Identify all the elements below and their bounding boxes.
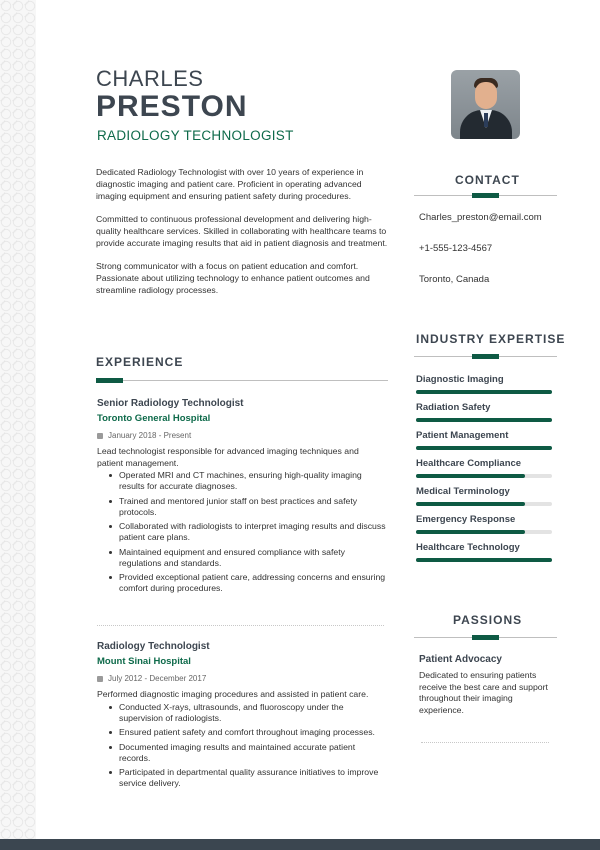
first-name: CHARLES xyxy=(96,66,204,91)
job-dates xyxy=(97,431,387,440)
list-item: Collaborated with radiologists to interpret imaging results and discuss patient care plans. xyxy=(97,521,387,543)
profile-photo xyxy=(451,70,520,139)
job-company: Mount Sinai Hospital xyxy=(97,656,191,667)
contact-location: Toronto, Canada xyxy=(419,274,490,285)
experience-heading: EXPERIENCE xyxy=(96,355,184,369)
job-role: Senior Radiology Technologist xyxy=(97,398,244,409)
passion-separator xyxy=(421,742,549,743)
skill-level-bar xyxy=(416,390,552,394)
list-item: Trained and mentored junior staff on best practices and safety protocols. xyxy=(97,496,387,518)
skill-level-fill xyxy=(416,530,525,534)
list-item: Conducted X-rays, ultrasounds, and fluoroscopy under the supervision of radiologists. xyxy=(97,702,387,724)
list-item: Ensured patient safety and comfort throughout imaging processes. xyxy=(97,727,387,738)
skill-level-fill xyxy=(416,390,552,394)
list-item: Operated MRI and CT machines, ensuring high-quality imaging results for accurate diagnoses. xyxy=(97,470,387,492)
list-item: Provided exceptional patient care, addressing concerns and ensuring comfort during procedures. xyxy=(97,572,387,594)
skill-item xyxy=(416,514,552,534)
skill-item xyxy=(416,374,552,394)
job-entry xyxy=(97,641,387,793)
skill-item xyxy=(416,430,552,450)
experience-divider-accent xyxy=(96,378,123,383)
skill-item xyxy=(416,486,552,506)
last-name: PRESTON xyxy=(96,90,248,123)
contact-heading: CONTACT xyxy=(455,173,520,187)
job-role: Radiology Technologist xyxy=(97,641,210,652)
job-entry xyxy=(97,398,387,598)
passion-description: Dedicated to ensuring patients receive the best care and support throughout their imaging experience. xyxy=(419,670,548,715)
skill-name: Healthcare Compliance xyxy=(416,458,522,469)
contact-phone[interactable]: +1-555-123-4567 xyxy=(419,243,493,254)
job-title: RADIOLOGY TECHNOLOGIST xyxy=(97,128,294,143)
passions-divider-accent xyxy=(472,635,499,640)
skill-name: Radiation Safety xyxy=(416,402,491,413)
passion-title: Patient Advocacy xyxy=(419,654,502,665)
skill-level-bar xyxy=(416,446,552,450)
skill-name: Emergency Response xyxy=(416,514,516,525)
summary-paragraph: Committed to continuous professional development and delivering high-quality healthcare services. Skilled in collaborating with healthcare teams to provide accurate imaging results that aid in patient diagnosis and treatment. xyxy=(96,214,388,248)
skill-level-fill xyxy=(416,446,552,450)
skill-level-bar xyxy=(416,418,552,422)
calendar-icon xyxy=(97,433,103,439)
skill-level-fill xyxy=(416,474,525,478)
skill-level-bar xyxy=(416,474,552,478)
job-bullets xyxy=(97,470,387,594)
summary-paragraph: Dedicated Radiology Technologist with over 10 years of experience in diagnostic imaging and patient care. Proficient in operating advanced imaging equipment and ensuring patient safety during procedures. xyxy=(96,167,364,201)
skill-name: Diagnostic Imaging xyxy=(416,374,504,385)
passions-heading: PASSIONS xyxy=(453,613,523,627)
job-bullets xyxy=(97,702,387,790)
list-item: Participated in departmental quality assurance initiatives to improve service delivery. xyxy=(97,767,387,789)
job-dates-text: July 2012 - December 2017 xyxy=(108,674,207,683)
list-item: Maintained equipment and ensured compliance with safety regulations and standards. xyxy=(97,547,387,569)
skill-name: Patient Management xyxy=(416,430,509,441)
contact-email[interactable]: Charles_preston@email.com xyxy=(419,212,542,223)
skill-level-fill xyxy=(416,418,552,422)
skill-item xyxy=(416,458,552,478)
calendar-icon xyxy=(97,676,103,682)
decorative-side-pattern xyxy=(0,0,36,850)
list-item: Documented imaging results and maintained accurate patient records. xyxy=(97,742,387,764)
job-dates xyxy=(97,674,387,683)
expertise-divider-accent xyxy=(472,354,499,359)
job-dates-text: January 2018 - Present xyxy=(108,431,192,440)
experience-divider xyxy=(96,380,388,381)
skill-level-bar xyxy=(416,530,552,534)
skill-name: Healthcare Technology xyxy=(416,542,520,553)
expertise-heading: INDUSTRY EXPERTISE xyxy=(416,332,566,346)
contact-divider-accent xyxy=(472,193,499,198)
skill-level-bar xyxy=(416,558,552,562)
skill-level-fill xyxy=(416,502,525,506)
job-company: Toronto General Hospital xyxy=(97,413,211,424)
summary xyxy=(96,166,388,307)
footer-bar xyxy=(0,839,600,850)
job-separator xyxy=(97,625,384,626)
skill-level-fill xyxy=(416,558,552,562)
job-description: Lead technologist responsible for advanced imaging techniques and patient management. xyxy=(97,446,359,468)
skill-item xyxy=(416,542,552,562)
job-description: Performed diagnostic imaging procedures and assisted in patient care. xyxy=(97,689,369,699)
skill-level-bar xyxy=(416,502,552,506)
summary-paragraph: Strong communicator with a focus on patient education and comfort. Passionate about utilizing technology to enhance patient outcomes and streamline radiology processes. xyxy=(96,261,370,295)
skill-name: Medical Terminology xyxy=(416,486,510,497)
skill-item xyxy=(416,402,552,422)
